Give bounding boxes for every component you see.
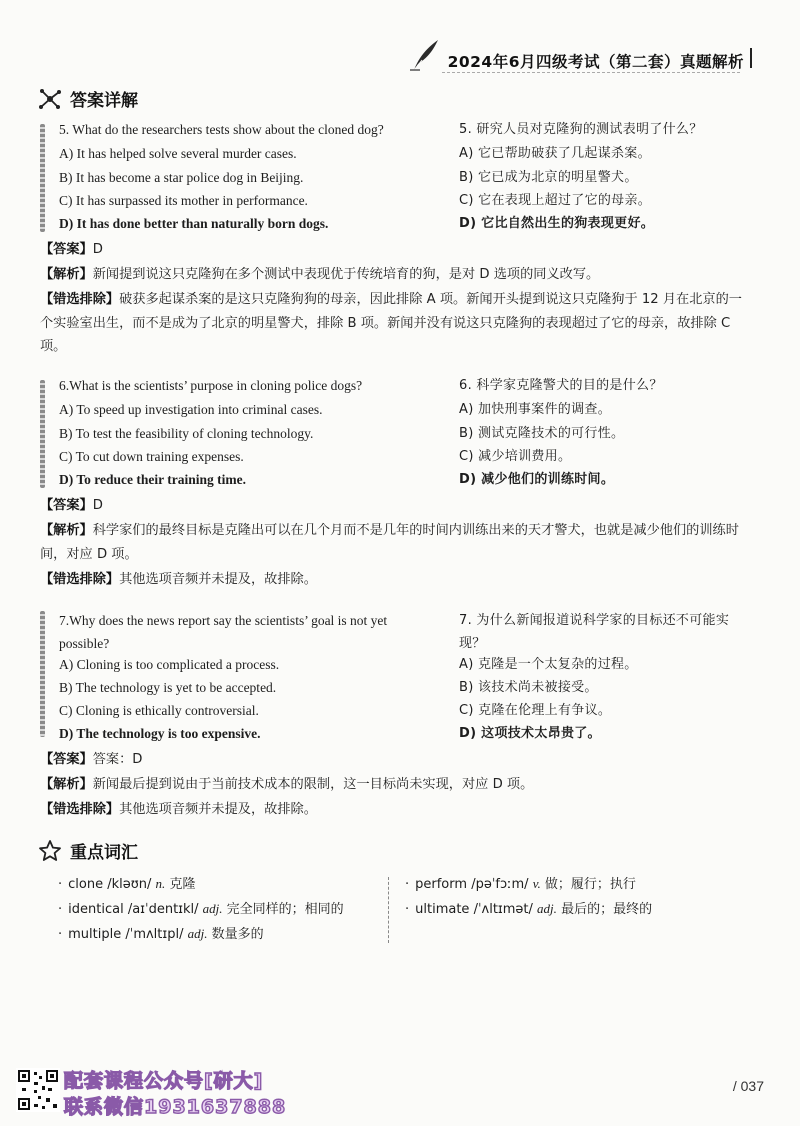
- q5-zh-option-c: C) 它在表现上超过了它的母亲。: [459, 193, 652, 208]
- analysis-text: 新闻最后提到说由于当前技术成本的限制，这一目标尚未实现，对应 D 项。: [92, 777, 534, 792]
- q7-en-option-a: A) Cloning is too complicated a process.: [59, 657, 280, 672]
- section-answers-heading: [38, 86, 138, 111]
- vocab-phonetic: /ˈmʌltɪpl/: [125, 927, 184, 942]
- q5-answer: [40, 238, 752, 262]
- q7-zh-question: 7. 为什么新闻报道说科学家的目标还不可能实现？: [459, 613, 730, 651]
- header-title: 2024年6月四级考试（第二套）真题解析: [447, 53, 744, 71]
- q7-analysis: [40, 773, 752, 797]
- question-5-block: [40, 122, 760, 234]
- q7-zh-option-d: D) 这项技术太昂贵了。: [459, 726, 601, 741]
- vocab-word: ultimate: [415, 902, 470, 917]
- q7-zh-option-c: C) 克隆在伦理上有争议。: [459, 703, 612, 718]
- star-outline-icon: [38, 839, 62, 863]
- answer-value: D: [92, 498, 103, 513]
- vocab-item: · perform /pəˈfɔːm/ v. 做；履行；执行: [405, 876, 636, 892]
- vocab-item: · identical /aɪˈdentɪkl/ adj. 完全同样的；相同的: [58, 901, 344, 917]
- vocab-phonetic: /kləʊn/: [107, 877, 152, 892]
- q5-analysis: [40, 263, 752, 287]
- vocab-list-right: [405, 872, 652, 922]
- q5-zh-question: 5. 研究人员对克隆狗的测试表明了什么？: [459, 122, 703, 137]
- exclusion-text: 其他选项音频并未提及，故排除。: [119, 802, 317, 817]
- vocab-phonetic: /ˈʌltɪmət/: [473, 902, 533, 917]
- q7-answer: [40, 748, 752, 772]
- q6-en-question: 6.What is the scientists’ purpose in cloning police dogs?: [59, 378, 363, 393]
- header-dashed-line: [442, 72, 740, 73]
- page-number: / 037: [732, 1078, 764, 1094]
- analysis-text: 科学家们的最终目标是克隆出可以在几个月而不是几年的时间内训练出来的天才警犬，也就是减少他们的训练时间，对应 D 项。: [40, 523, 739, 562]
- vocab-item: · clone /kləʊn/ n. 克隆: [58, 876, 196, 892]
- vocab-meaning: 数量多的: [211, 927, 264, 942]
- q7-exclusion: [40, 798, 752, 822]
- answer-value: 答案：D: [92, 752, 143, 767]
- vocab-pos: n.: [155, 876, 166, 891]
- vocab-phonetic: /pəˈfɔːm/: [471, 877, 529, 892]
- q5-exclusion: [40, 288, 752, 359]
- q6-zh-question: 6. 科学家克隆警犬的目的是什么？: [459, 378, 663, 393]
- q7-zh-option-a: A) 克隆是一个太复杂的过程。: [459, 657, 638, 672]
- answer-value: D: [92, 242, 103, 257]
- q7-zh-option-b: B) 该技术尚未被接受。: [459, 680, 598, 695]
- exclusion-text: 破获多起谋杀案的是这只克隆狗狗的母亲，因此排除 A 项。新闻开头提到说这只克隆狗于 12 月在北京的一个实验室出生，而不是成为了北京的明星警犬，排除 B 项。新闻并没有说这只克隆狗的表现超过了它的母亲，故排除 C 项。: [40, 292, 742, 354]
- vocab-word: clone: [68, 877, 104, 892]
- q5-zh-option-a: A) 它已帮助破获了几起谋杀案。: [459, 146, 651, 161]
- question-accent-bar: [40, 380, 45, 488]
- q5-en-option-a: A) It has helped solve several murder cases.: [59, 146, 297, 161]
- q5-zh-option-d: D) 它比自然出生的狗表现更好。: [459, 216, 655, 231]
- q6-en-option-d: D) To reduce their training time.: [59, 472, 246, 487]
- q5-en-option-d: D) It has done better than naturally born dogs.: [59, 216, 329, 231]
- vocab-meaning: 完全同样的；相同的: [226, 902, 344, 917]
- q6-exclusion: [40, 568, 752, 592]
- section-vocab-heading: [38, 838, 138, 863]
- question-6-block: [40, 378, 760, 490]
- question-7-block: [40, 609, 760, 739]
- vocab-pos: adj.: [187, 926, 208, 941]
- vocab-item: · multiple /ˈmʌltɪpl/ adj. 数量多的: [58, 926, 264, 942]
- header-divider: [750, 48, 752, 68]
- vocab-item: · ultimate /ˈʌltɪmət/ adj. 最后的；最终的: [405, 901, 653, 917]
- analysis-tag: 【解析】: [40, 777, 93, 792]
- q7-en-option-c: C) Cloning is ethically controversial.: [59, 703, 259, 718]
- vocab-word: perform: [415, 877, 468, 892]
- exclusion-tag: 【错选排除】: [40, 802, 120, 817]
- vocab-pos: v.: [532, 876, 541, 891]
- vocab-divider: [388, 877, 389, 943]
- answer-tag: 【答案】: [40, 752, 93, 767]
- section-vocab-title: 重点词汇: [70, 843, 138, 863]
- analysis-tag: 【解析】: [40, 267, 93, 282]
- q7-en-option-d: D) The technology is too expensive.: [59, 726, 261, 741]
- q7-en-option-b: B) The technology is yet to be accepted.: [59, 680, 277, 695]
- vocab-meaning: 最后的；最终的: [561, 902, 653, 917]
- promo-line-1: 配套课程公众号[研大]: [64, 1070, 264, 1092]
- q6-zh-option-b: B) 测试克隆技术的可行性。: [459, 426, 625, 441]
- vocab-list-left: [58, 872, 344, 947]
- analysis-tag: 【解析】: [40, 523, 93, 538]
- q6-en-option-a: A) To speed up investigation into criminal cases.: [59, 402, 323, 417]
- vocab-phonetic: /aɪˈdentɪkl/: [127, 902, 199, 917]
- q5-en-option-b: B) It has become a star police dog in Beijing.: [59, 170, 304, 185]
- answer-tag: 【答案】: [40, 242, 93, 257]
- exclusion-tag: 【错选排除】: [40, 572, 120, 587]
- q6-analysis: [40, 519, 752, 566]
- exclusion-text: 其他选项音频并未提及，故排除。: [119, 572, 317, 587]
- section-answers-title: 答案详解: [70, 91, 138, 111]
- q6-zh-option-a: A) 加快刑事案件的调查。: [459, 402, 611, 417]
- vocab-pos: adj.: [537, 901, 557, 916]
- vocab-word: identical: [68, 902, 124, 917]
- q6-en-option-c: C) To cut down training expenses.: [59, 449, 244, 464]
- q6-zh-option-c: C) 减少培训费用。: [459, 449, 572, 464]
- network-nodes-icon: [38, 88, 62, 110]
- q5-zh-option-b: B) 它已成为北京的明星警犬。: [459, 170, 638, 185]
- exclusion-tag: 【错选排除】: [40, 292, 120, 307]
- page-header: [400, 38, 760, 78]
- vocab-meaning: 克隆: [169, 877, 196, 892]
- q5-en-option-c: C) It has surpassed its mother in performance.: [59, 193, 308, 208]
- promo-line-2: 联系微信1931637888: [64, 1096, 287, 1118]
- vocab-meaning: 做；履行；执行: [544, 877, 636, 892]
- q6-zh-option-d: D) 减少他们的训练时间。: [459, 472, 615, 487]
- feather-quill-icon: [408, 38, 442, 72]
- vocab-pos: adj.: [202, 901, 223, 916]
- q6-en-option-b: B) To test the feasibility of cloning technology.: [59, 426, 314, 441]
- analysis-text: 新闻提到说这只克隆狗在多个测试中表现优于传统培育的狗，是对 D 选项的同义改写。: [92, 267, 600, 282]
- q7-en-question: 7.Why does the news report say the scientists’ goal is not yet possible?: [59, 613, 388, 651]
- q5-en-question: 5. What do the researchers tests show about the cloned dog?: [59, 122, 384, 137]
- qr-code-icon[interactable]: [16, 1068, 60, 1112]
- question-accent-bar: [40, 611, 45, 737]
- answer-tag: 【答案】: [40, 498, 93, 513]
- question-accent-bar: [40, 124, 45, 232]
- q6-answer: [40, 494, 752, 518]
- vocab-word: multiple: [68, 927, 122, 942]
